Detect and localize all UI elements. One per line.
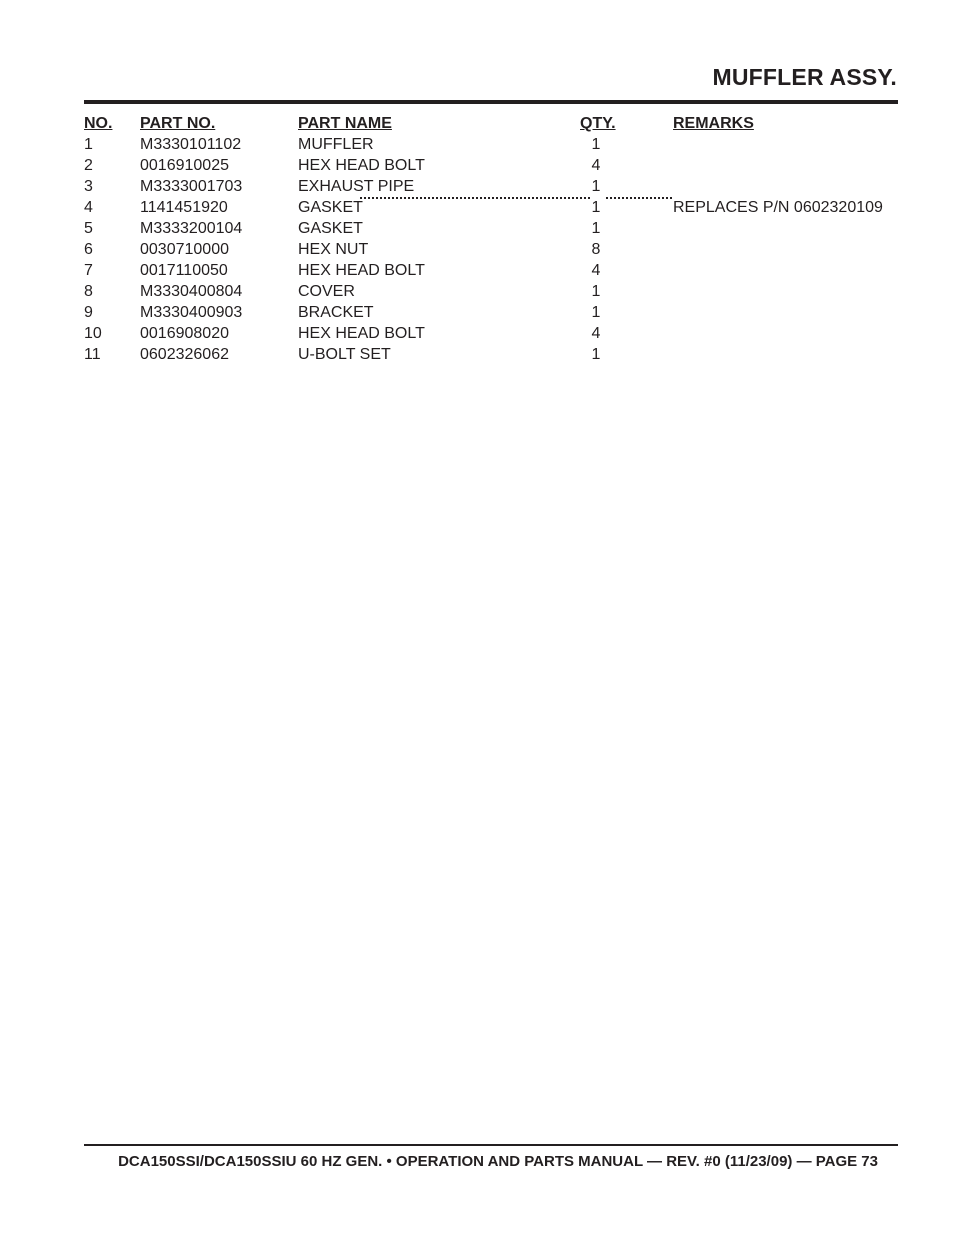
row-part-name: GASKET (298, 199, 363, 216)
table-row (84, 134, 898, 155)
header-remarks: REMARKS (673, 115, 754, 132)
row-qty: 4 (591, 325, 601, 342)
row-qty: 1 (591, 346, 601, 363)
row-part-no: M3333200104 (140, 220, 243, 237)
table-row (84, 155, 898, 176)
row-no: 2 (84, 157, 93, 174)
row-part-name: HEX NUT (298, 241, 369, 258)
header-part-name: PART NAME (298, 115, 392, 132)
row-qty: 1 (591, 220, 601, 237)
row-part-name: BRACKET (298, 304, 374, 321)
row-no: 9 (84, 304, 93, 321)
row-part-name: GASKET (298, 220, 363, 237)
table-row (84, 218, 898, 239)
row-qty: 1 (591, 199, 601, 216)
row-part-no: 0030710000 (140, 241, 229, 258)
row-part-name: EXHAUST PIPE (298, 178, 415, 195)
row-no: 7 (84, 262, 93, 279)
row-no: 8 (84, 283, 93, 300)
header-no: NO. (84, 115, 113, 132)
page-title: MUFFLER ASSY. (712, 64, 897, 90)
table-row (84, 260, 898, 281)
table-row (84, 176, 898, 197)
row-qty: 8 (591, 241, 601, 258)
footer-divider (84, 1144, 898, 1146)
table-row (84, 239, 898, 260)
row-part-no: M3330101102 (140, 136, 242, 153)
row-part-no: 0017110050 (140, 262, 228, 279)
row-no: 6 (84, 241, 93, 258)
row-part-name: HEX HEAD BOLT (298, 325, 425, 342)
row-part-name: MUFFLER (298, 136, 374, 153)
row-part-no: 0602326062 (140, 346, 229, 363)
table-row (84, 197, 898, 218)
row-qty: 1 (591, 304, 601, 321)
table-row (84, 344, 898, 365)
row-part-name: HEX HEAD BOLT (298, 262, 425, 279)
table-header (84, 113, 898, 134)
row-part-no: 0016908020 (140, 325, 229, 342)
row-no: 10 (84, 325, 102, 342)
row-part-name: HEX HEAD BOLT (298, 157, 425, 174)
row-qty: 1 (591, 283, 601, 300)
row-part-no: M3330400903 (140, 304, 243, 321)
title-divider (84, 100, 898, 104)
page-footer: DCA150SSI/DCA150SSIU 60 HZ GEN. • OPERATION AND PARTS MANUAL — REV. #0 (11/23/09) — PAGE 73 (118, 1153, 878, 1170)
row-part-name: COVER (298, 283, 355, 300)
parts-table (84, 113, 898, 365)
row-qty: 4 (591, 157, 601, 174)
row-part-name: U-BOLT SET (298, 346, 391, 363)
row-no: 4 (84, 199, 93, 216)
row-qty: 1 (591, 136, 601, 153)
dot-leader (360, 197, 590, 199)
row-no: 5 (84, 220, 93, 237)
row-no: 3 (84, 178, 93, 195)
dot-leader (606, 197, 672, 199)
row-part-no: M3333001703 (140, 178, 243, 195)
row-part-no: 1141451920 (140, 199, 228, 216)
table-row (84, 302, 898, 323)
header-part-no: PART NO. (140, 115, 216, 132)
row-qty: 1 (591, 178, 601, 195)
row-qty: 4 (591, 262, 601, 279)
row-part-no: M3330400804 (140, 283, 243, 300)
table-row (84, 281, 898, 302)
table-row (84, 323, 898, 344)
header-qty: QTY. (580, 115, 616, 132)
row-remarks: REPLACES P/N 0602320109 (673, 199, 883, 216)
row-no: 1 (84, 136, 93, 153)
row-part-no: 0016910025 (140, 157, 229, 174)
row-no: 11 (84, 346, 101, 363)
